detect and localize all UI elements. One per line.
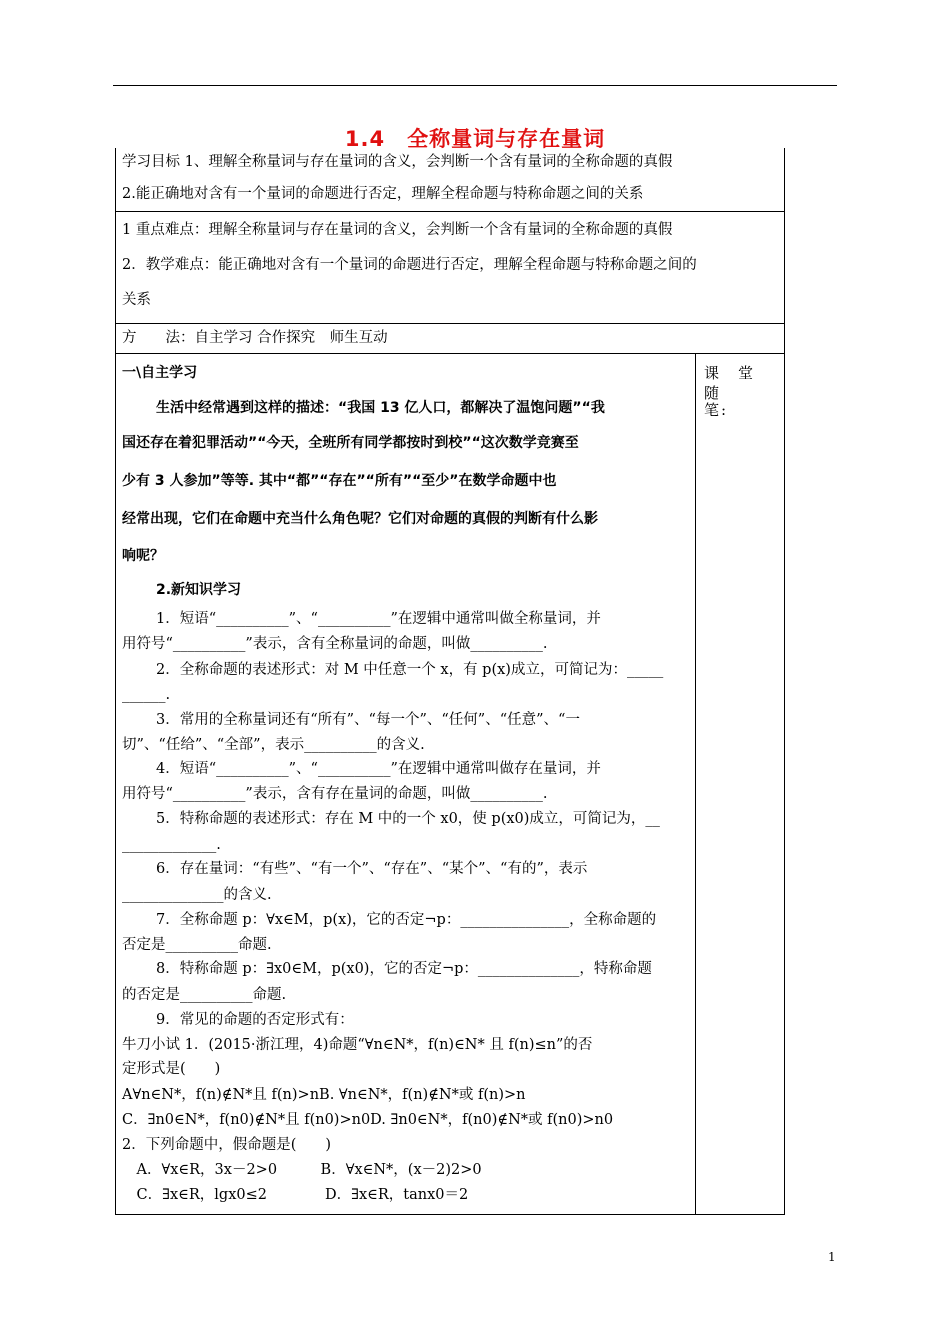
intro-line-1: 生活中经常遇到这样的描述：“我国 13 亿人口，都解决了温饱问题”“我: [156, 400, 605, 416]
self-study-box: [115, 353, 696, 1215]
item-line-6: 切”、“任给”、“全部”，表示__________的含义.: [122, 737, 425, 753]
difficulties-box: [115, 211, 785, 324]
item-line-2: 用符号“__________”表示，含有全称量词的命题，叫做__________.: [122, 636, 548, 652]
item-line-7: 4．短语“__________”、“__________”在逻辑中通常叫做存在量词，并: [156, 761, 601, 777]
page-number: 1: [828, 1250, 836, 1264]
item-line-3: 2．全称命题的表述形式：对 M 中任意一个 x，有 p(x)成立，可简记为：_____: [156, 662, 664, 678]
intro-line-5: 响呢？: [122, 548, 164, 564]
item-line-9: 5．特称命题的表述形式：存在 M 中的一个 x0，使 p(x0)成立，可简记为，__: [156, 811, 660, 827]
difficulty-line-1: 1 重点难点：理解全称量词与存在量词的含义，会判断一个含有量词的全称命题的真假: [122, 222, 673, 238]
item-line-5: 3．常用的全称量词还有“所有”、“每一个”、“任何”、“任意”、“一: [156, 712, 580, 728]
title-number: 1.4: [344, 127, 386, 151]
practice-line-1: 牛刀小试 1．(2015·浙江理，4)命题“∀n∈N*，f(n)∈N* 且 f(n)≤n”的否: [122, 1037, 593, 1053]
item-line-12: ______________的含义.: [122, 887, 272, 903]
objectives-box: [115, 148, 785, 212]
intro-line-4: 经常出现，它们在命题中充当什么角色呢？它们对命题的真假的判断有什么影: [122, 511, 598, 527]
item-line-16: 的否定是__________命题.: [122, 987, 287, 1003]
item-line-15: 8．特称命题 p：∃x0∈M，p(x0)，它的否定¬p：______________，特称命题: [156, 961, 652, 977]
intro-line-2: 国还存在着犯罪活动”“今天，全班所有同学都按时到校”“这次数学竞赛至: [122, 435, 579, 451]
objective-line-2: 2.能正确地对含有一个量词的命题进行否定，理解全程命题与特称命题之间的关系: [122, 186, 644, 202]
method-label: 方 法：: [122, 330, 195, 346]
side-notes-box: [695, 353, 785, 1215]
method-line: [122, 328, 388, 348]
item-line-14: 否定是__________命题.: [122, 937, 272, 953]
item-line-1: 1．短语“__________”、“__________”在逻辑中通常叫做全称量词，并: [156, 611, 601, 627]
item-line-8: 用符号“__________”表示，含有存在量词的命题，叫做__________.: [122, 786, 548, 802]
title-text: 全称量词与存在量词: [407, 127, 606, 151]
side-note-line-2: 笔:: [704, 401, 729, 419]
practice-line-5: 2．下列命题中，假命题是( ): [122, 1137, 332, 1153]
intro-line-3: 少有 3 人参加”等等. 其中“都”“存在”“所有”“至少”在数学命题中也: [122, 473, 557, 489]
item-line-13: 7．全称命题 p：∀x∈M，p(x)，它的否定¬p：_______________，全称命题的: [156, 912, 657, 928]
practice-line-7: C．∃x∈R，lgx0≤2 D．∃x∈R，tanx0＝2: [122, 1187, 469, 1203]
item-line-11: 6．存在量词：“有些”、“有一个”、“存在”、“某个”、“有的”，表示: [156, 861, 588, 877]
method-content: 自主学习 合作探究 师生互动: [194, 330, 388, 346]
new-knowledge-heading: 2.新知识学习: [156, 582, 242, 598]
header-rule: [113, 85, 837, 86]
method-box: [115, 323, 785, 354]
difficulty-line-3: 关系: [122, 292, 151, 308]
practice-line-3: A∀n∈N*，f(n)∉N*且 f(n)>nB. ∀n∈N*，f(n)∉N*或 f(n)>n: [122, 1087, 526, 1103]
item-line-17: 9．常见的命题的否定形式有：: [156, 1012, 354, 1028]
item-line-4: ______.: [122, 687, 171, 703]
item-line-10: _____________.: [122, 837, 221, 853]
practice-line-4: C．∃n0∈N*，f(n0)∉N*且 f(n0)>n0D. ∃n0∈N*，f(n0)∉N*或 f(n0)>n0: [122, 1112, 614, 1128]
side-note-line-1: 课 堂 随: [704, 364, 773, 402]
objective-line-1: 学习目标 1、理解全称量词与存在量词的含义，会判断一个含有量词的全称命题的真假: [122, 154, 673, 170]
practice-line-6: A．∀x∈R，3x－2>0 B．∀x∈N*，(x－2)2>0: [122, 1162, 482, 1178]
self-study-heading: 一\自主学习: [122, 365, 198, 381]
difficulty-line-2: 2．教学难点：能正确地对含有一个量词的命题进行否定，理解全程命题与特称命题之间的: [122, 257, 697, 273]
practice-line-2: 定形式是( ): [122, 1061, 221, 1077]
